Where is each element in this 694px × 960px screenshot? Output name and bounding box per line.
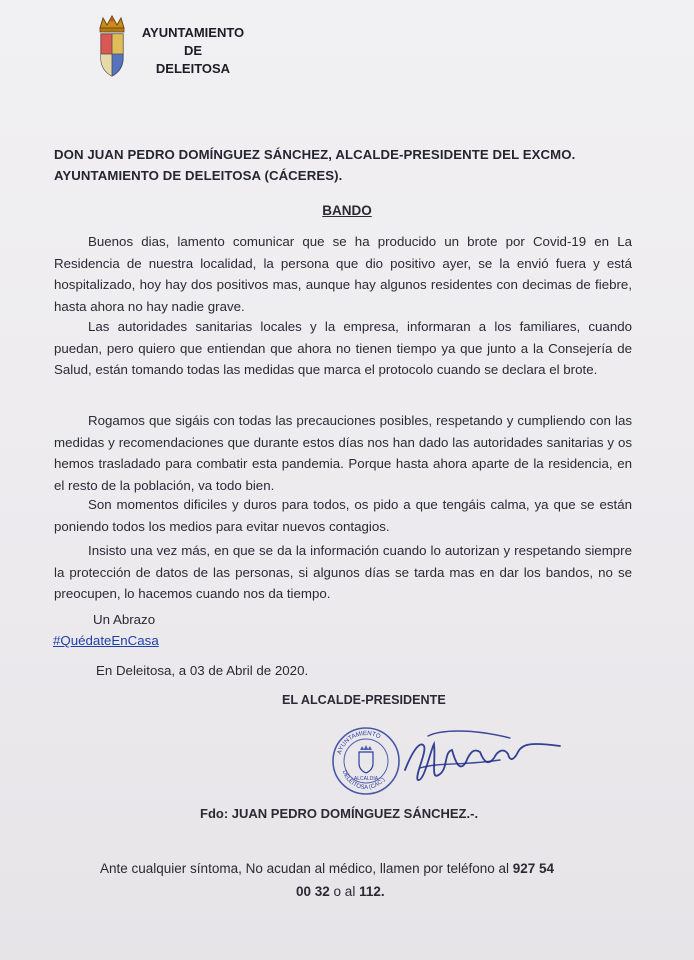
date-line: En Deleitosa, a 03 de Abril de 2020.: [96, 663, 309, 678]
paragraph-3-text: Rogamos que sigáis con todas las precauciones posibles, respetando y cumpliendo con las medidas y recomendaciones que durante estos días nos han dado las autoridades sanitarias y os hemos trasladado para combatir esta pandemia. Porque hasta ahora aparte de la residencia, en el resto de la población, va todo bien.: [54, 413, 632, 493]
footer-line-1: [100, 857, 640, 880]
footer-line-2: [296, 880, 640, 903]
council-line-3: DELEITOSA: [155, 61, 231, 76]
heading-line-2: AYUNTAMIENTO DE DELEITOSA (CÁCERES).: [54, 168, 343, 183]
council-line-1: AYUNTAMIENTO: [141, 25, 245, 40]
paragraph-3: [54, 410, 632, 496]
footer-text: Ante cualquier síntoma, No acudan al médico, llamen por teléfono al: [100, 861, 513, 876]
paragraph-4-text: Son momentos dificiles y duros para todos, os pido a que tengáis calma, ya que se están poniendo todos los medios para evitar nuevos contagios.: [54, 497, 632, 534]
council-line-2: DE: [183, 43, 203, 58]
document-heading: [54, 144, 654, 186]
document-title: [0, 203, 694, 218]
stamp-center-text: ALCALDIA: [353, 776, 379, 782]
paragraph-5: [54, 540, 632, 605]
paragraph-2: [54, 316, 632, 381]
footer-notice: [100, 857, 640, 903]
closing-greeting: Un Abrazo: [93, 612, 156, 627]
council-logo-block: [94, 14, 294, 84]
document-title-text: BANDO: [322, 203, 372, 218]
paragraph-1-text: Buenos dias, lamento comunicar que se ha producido un brote por Covid-19 en La Residencia de nuestra localidad, la persona que dio positivo ayer, se la envió fuera y está hospitalizado, hoy hay dos positivos mas, aunque hay algunos residentes con decimas de fiebre, hasta ahora no hay nadie grave.: [54, 234, 632, 314]
paragraph-1: [54, 231, 632, 317]
paragraph-5-text: Insisto una vez más, en que se da la información cuando lo autorizan y respetando siempre la protección de datos de las personas, si algunos días se tarda mas en dar los bandos, no se preocupen, lo hacemos cuando nos da tiempo.: [54, 543, 632, 601]
footer-connector: o al: [329, 884, 360, 899]
signed-by: Fdo: JUAN PEDRO DOMÍNGUEZ SÁNCHEZ.-.: [200, 806, 479, 821]
phone-number-part-1: 927 54: [512, 861, 555, 876]
phone-number-part-2: 00 32: [296, 884, 330, 899]
hashtag-link[interactable]: #QuédateEnCasa: [53, 633, 159, 648]
handwritten-signature-icon: [400, 722, 565, 792]
mayor-title: EL ALCALDE-PRESIDENTE: [282, 693, 446, 707]
stamp-bottom-text: DELEITOSA (CÁC.): [340, 769, 387, 792]
coat-of-arms-icon: [94, 14, 130, 84]
heading-line-1: DON JUAN PEDRO DOMÍNGUEZ SÁNCHEZ, ALCALDE-PRESIDENTE DEL EXCMO.: [54, 147, 576, 162]
stamp-top-text: AYUNTAMIENTO: [335, 729, 382, 756]
paragraph-4: [54, 494, 632, 537]
emergency-number: 112.: [359, 884, 385, 899]
paragraph-2-text: Las autoridades sanitarias locales y la empresa, informaran a los familiares, cuando puedan, pero quiero que entiendan que ahora no tienen tiempo ya que junto a la Consejería de Salud, están tomando todas las medidas que marca el protocolo cuando se declara el brote.: [54, 319, 632, 377]
official-stamp-icon: [330, 725, 402, 797]
council-name: [128, 24, 258, 78]
